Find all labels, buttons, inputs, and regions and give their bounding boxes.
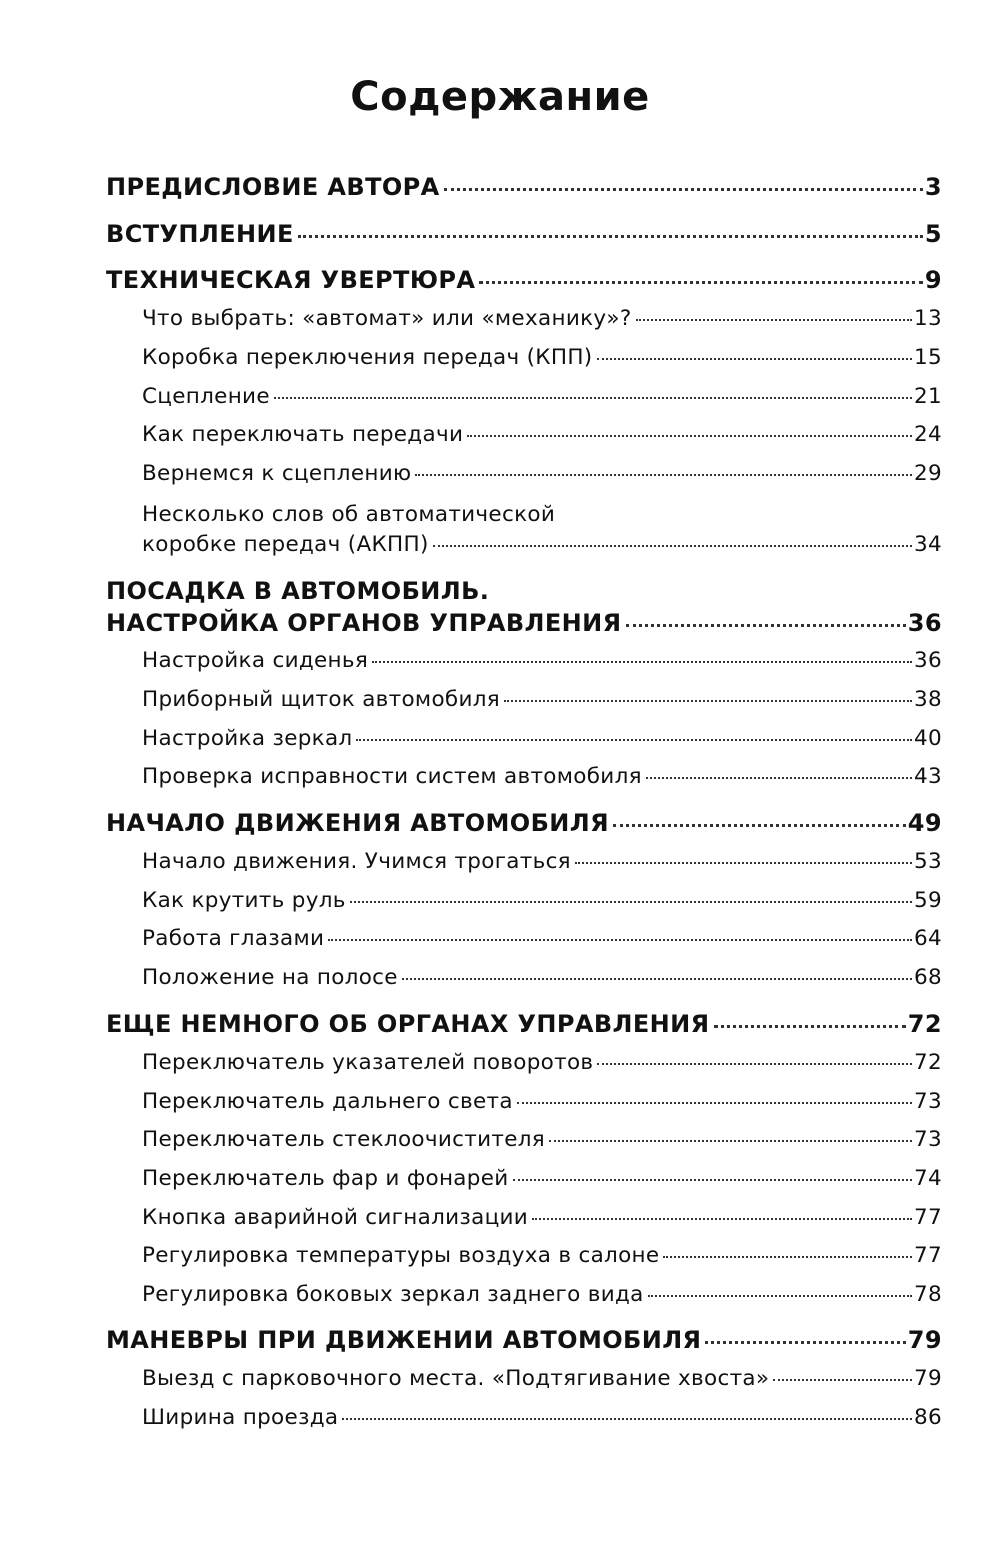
toc-entry-title: Сцепление [142,384,270,409]
toc-entry-title: Как крутить руль [142,888,346,913]
toc-entry-heading[interactable] [106,1326,942,1354]
dot-leader [467,435,912,437]
toc-entry-title: Регулировка боковых зеркал заднего вида [142,1282,644,1307]
toc-entry-title: Переключатель указателей поворотов [142,1050,594,1075]
dot-leader [663,1256,912,1258]
toc-entry[interactable] [142,926,942,951]
toc-entry-title: ПРЕДИСЛОВИЕ АВТОРА [106,173,440,201]
toc-entry-page: 73 [914,1127,942,1152]
toc-entry[interactable] [142,306,942,331]
dot-leader [350,901,912,903]
dot-leader [415,474,912,476]
toc-entry-page: 77 [914,1205,942,1230]
toc-entry[interactable] [142,1282,942,1307]
toc-entry-title: Настройка сиденья [142,648,369,673]
toc-entry-heading[interactable] [106,266,942,294]
toc-entry-page: 53 [914,849,942,874]
toc-entry[interactable] [142,532,942,557]
toc-entry-page: 40 [914,726,942,751]
toc-entry[interactable] [142,1405,942,1430]
dot-leader [636,319,912,321]
dot-leader [402,978,912,980]
toc-entry-title: Начало движения. Учимся трогаться [142,849,571,874]
toc-entry-page: 73 [914,1089,942,1114]
dot-leader [298,235,923,238]
toc-entry[interactable] [142,1050,942,1075]
toc-entry-page: 77 [914,1243,942,1268]
toc-entry-page: 21 [914,384,942,409]
toc-entry-title: Коробка переключения передач (КПП) [142,345,593,370]
toc-entry-page: 38 [914,687,942,712]
toc-entry-title-line1: ПОСАДКА В АВТОМОБИЛЬ. [106,577,490,605]
toc-entry-page: 5 [924,220,942,248]
toc-entry[interactable] [142,345,942,370]
toc-entry[interactable] [142,422,942,447]
toc-entry-title: ЕЩЕ НЕМНОГО ОБ ОРГАНАХ УПРАВЛЕНИЯ [106,1010,710,1038]
toc-entry[interactable] [142,726,942,751]
toc-entry-title: Положение на полосе [142,965,398,990]
toc-entry-page: 36 [914,648,942,673]
toc-entry-title: Что выбрать: «автомат» или «механику»? [142,306,632,331]
toc-entry-page: 74 [914,1166,942,1191]
dot-leader [479,281,923,284]
toc-entry-page: 13 [914,306,942,331]
toc-entry[interactable] [142,965,942,990]
toc-entry-title: МАНЕВРЫ ПРИ ДВИЖЕНИИ АВТОМОБИЛЯ [106,1326,702,1354]
toc-entry-page: 72 [914,1050,942,1075]
toc-entry-heading[interactable] [106,809,942,837]
toc-entry-title: Вернемся к сцеплению [142,461,412,486]
toc-entry[interactable] [142,648,942,673]
dot-leader [517,1102,912,1104]
toc-entry-title: ТЕХНИЧЕСКАЯ УВЕРТЮРА [106,266,476,294]
dot-leader [613,824,906,827]
toc-entry-page: 15 [914,345,942,370]
toc-entry-page: 79 [907,1326,942,1354]
toc-entry-page: 78 [914,1282,942,1307]
dot-leader [597,1063,912,1065]
toc-entry-title: ВСТУПЛЕНИЕ [106,220,294,248]
dot-leader [646,777,912,779]
toc-entry-title: НАСТРОЙКА ОРГАНОВ УПРАВЛЕНИЯ [106,609,622,637]
toc-entry-heading[interactable] [106,609,942,637]
dot-leader [372,661,912,663]
toc-entry-title: Переключатель фар и фонарей [142,1166,509,1191]
toc-entry[interactable] [142,1089,942,1114]
dot-leader [504,700,912,702]
toc-entry-title: Приборный щиток автомобиля [142,687,501,712]
page-title: Содержание [350,74,650,120]
toc-entry-title: Ширина проезда [142,1405,339,1430]
toc-entry[interactable] [142,1205,942,1230]
toc-entry-title: Проверка исправности систем автомобиля [142,764,642,789]
dot-leader [648,1295,912,1297]
toc-entry[interactable] [142,461,942,486]
dot-leader [433,545,912,547]
toc-entry[interactable] [142,1243,942,1268]
toc-entry-page: 34 [914,532,942,557]
toc-entry-page: 68 [914,965,942,990]
dot-leader [513,1179,912,1181]
dot-leader [532,1218,912,1220]
toc-entry-page: 24 [914,422,942,447]
dot-leader [773,1379,912,1381]
dot-leader [597,358,913,360]
toc-entry-page: 9 [924,266,942,294]
toc-entry-title: Переключатель дальнего света [142,1089,513,1114]
toc-entry-page: 59 [914,888,942,913]
toc-entry-page: 72 [907,1010,942,1038]
toc-entry-title: Переключатель стеклоочистителя [142,1127,546,1152]
dot-leader [342,1418,912,1420]
toc-entry-title: Кнопка аварийной сигнализации [142,1205,529,1230]
toc-entry-title: Регулировка температуры воздуха в салоне [142,1243,660,1268]
toc-entry-page: 49 [907,809,942,837]
toc-entry-heading[interactable] [106,220,942,248]
dot-leader [705,1341,905,1344]
toc-entry-page: 29 [914,461,942,486]
toc-entry[interactable] [142,849,942,874]
toc-entry[interactable] [142,1127,942,1152]
dot-leader [549,1140,912,1142]
toc-entry[interactable] [142,1166,942,1191]
dot-leader [575,862,912,864]
toc-entry-title: коробке передач (АКПП) [142,532,429,557]
dot-leader [714,1025,906,1028]
dot-leader [356,739,912,741]
toc-entry-page: 86 [914,1405,942,1430]
toc-entry[interactable] [142,687,942,712]
toc-entry-title-line1: Несколько слов об автоматической [142,502,556,527]
toc-entry-title: Как переключать передачи [142,422,464,447]
toc-entry-heading[interactable] [106,173,942,201]
toc-entry-title: Выезд с парковочного места. «Подтягивание хвоста» [142,1366,770,1391]
toc-entry-title: НАЧАЛО ДВИЖЕНИЯ АВТОМОБИЛЯ [106,809,609,837]
toc-entry-page: 79 [914,1366,942,1391]
toc-entry-page: 43 [914,764,942,789]
toc-entry-page: 3 [924,173,942,201]
dot-leader [274,397,912,399]
toc-entry-title: Настройка зеркал [142,726,353,751]
dot-leader [328,939,912,941]
toc-entry-page: 64 [914,926,942,951]
dot-leader [626,624,906,627]
dot-leader [444,188,923,191]
toc-entry[interactable] [142,384,942,409]
toc-entry[interactable] [142,764,942,789]
toc-entry[interactable] [142,1366,942,1391]
toc-entry-title: Работа глазами [142,926,325,951]
toc-entry[interactable] [142,888,942,913]
toc-entry-page: 36 [907,609,942,637]
toc-entry-heading[interactable] [106,1010,942,1038]
